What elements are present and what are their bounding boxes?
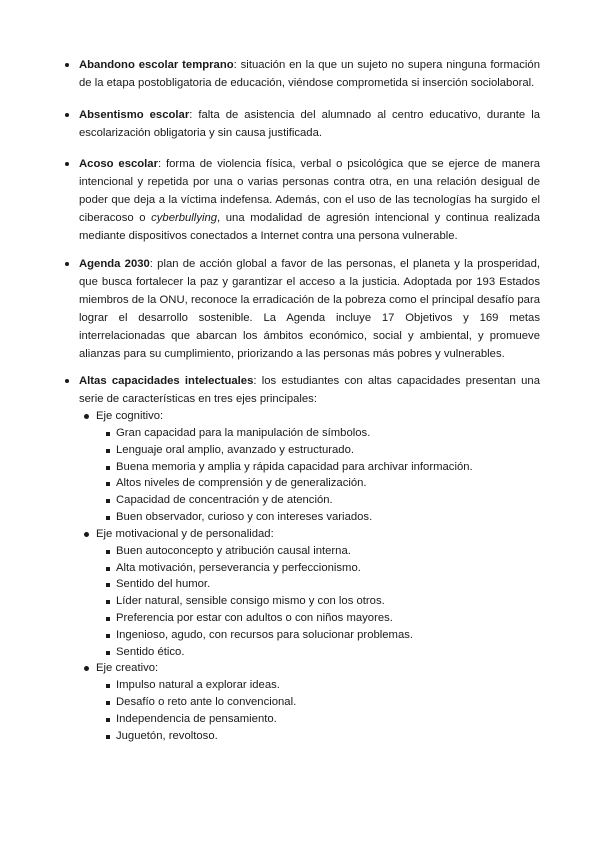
square-bullet-icon (106, 617, 110, 621)
square-bullet-icon (106, 482, 110, 486)
square-bullet-icon (106, 718, 110, 722)
square-bullet-icon (106, 600, 110, 604)
list-item: Juguetón, revoltoso. (79, 728, 540, 745)
list-item: Independencia de pensamiento. (79, 711, 540, 728)
entry-term: Altas capacidades intelectuales (79, 375, 254, 387)
entry-altas-capacidades (79, 372, 540, 745)
square-bullet-icon (106, 550, 110, 554)
bullet-icon (65, 162, 69, 166)
bullet-icon (84, 414, 89, 419)
square-bullet-icon (106, 684, 110, 688)
bullet-icon (65, 379, 69, 383)
bullet-icon (65, 63, 69, 67)
square-bullet-icon (106, 567, 110, 571)
axis-label: Eje motivacional y de personalidad: (96, 527, 274, 540)
square-bullet-icon (106, 583, 110, 587)
list-item: Líder natural, sensible consigo mismo y con los otros. (79, 593, 540, 610)
list-item: Desafío o reto ante lo convencional. (79, 694, 540, 711)
list-item: Altos niveles de comprensión y de generalización. (79, 475, 540, 492)
square-bullet-icon (106, 516, 110, 520)
axis-cognitivo (79, 408, 540, 425)
entry-definition: : situación en la que un sujeto no supera ninguna formación de la etapa postobligatoria de educación, viéndose comprometida si inserción sociolaboral. (79, 59, 540, 89)
list-item: Impulso natural a explorar ideas. (79, 677, 540, 694)
entry-definition: : plan de acción global a favor de las personas, el planeta y la prosperidad, que busca fortalecer la paz y garantizar el acceso a la justicia. Adoptada por 193 Estados miembros de la ONU, reconoce la erradicación de la pobreza como el principal desafío para lograr el desarrollo sostenible. La Agenda incluye 17 Objetivos y 169 metas interrelacionadas que abarcan los ámbitos económico, social y ambiental, y promueve alianzas para su cumplimiento, priorizando a las personas más pobres y vulnerables. (79, 258, 541, 360)
list-item: Ingenioso, agudo, con recursos para solucionar problemas. (79, 627, 540, 644)
square-bullet-icon (106, 651, 110, 655)
square-bullet-icon (106, 432, 110, 436)
entry-absentismo-escolar (79, 106, 540, 142)
bullet-icon (65, 262, 69, 266)
bullet-icon (65, 113, 69, 117)
list-item: Alta motivación, perseverancia y perfeccionismo. (79, 560, 540, 577)
entry-italic-term: cyberbullying (151, 212, 218, 224)
axis-label: Eje cognitivo: (96, 410, 164, 422)
list-item: Sentido del humor. (79, 576, 540, 593)
entry-definition: : forma de violencia física, verbal o psicológica que se ejerce de manera intencional y repetida por una o varias personas contra otra, en una relación desigual de poder que deja a la víctima indefensa. Además, con el uso de las tecnologías ha surgido el ciberacoso o (79, 158, 540, 224)
entry-term: Agenda 2030 (79, 258, 150, 270)
entry-definition: : falta de asistencia del alumnado al centro educativo, durante la escolarización obligatoria y sin causa justificada. (79, 109, 541, 139)
square-bullet-icon (106, 499, 110, 503)
entry-definition-continued: , una modalidad de agresión intencional y continua realizada mediante dispositivos conectados a Internet contra una persona vulnerable. (79, 212, 540, 242)
entry-definition: : los estudiantes con altas capacidades presentan una serie de características en tres ejes principales: (79, 375, 540, 405)
entry-term: Abandono escolar temprano (79, 59, 234, 71)
entry-term: Absentismo escolar (79, 109, 190, 121)
axis-motivacional (79, 526, 540, 543)
entry-abandono-escolar (79, 56, 540, 92)
entry-acoso-escolar (79, 155, 540, 245)
axis-label: Eje creativo: (96, 662, 159, 675)
axis-creativo (79, 660, 540, 677)
square-bullet-icon (106, 701, 110, 705)
square-bullet-icon (106, 449, 110, 453)
list-item: Preferencia por estar con adultos o con niños mayores. (79, 610, 540, 627)
axes-list (79, 408, 540, 745)
list-item: Buen autoconcepto y atribución causal interna. (79, 543, 540, 560)
entry-term: Acoso escolar (79, 158, 158, 170)
list-item: Buen observador, curioso y con intereses variados. (79, 509, 540, 526)
square-bullet-icon (106, 466, 110, 470)
list-item: Gran capacidad para la manipulación de símbolos. (79, 425, 540, 442)
list-item: Capacidad de concentración y de atención. (79, 492, 540, 509)
list-item: Buena memoria y amplia y rápida capacidad para archivar información. (79, 459, 540, 476)
list-item: Lenguaje oral amplio, avanzado y estructurado. (79, 442, 540, 459)
entry-agenda-2030 (79, 255, 540, 363)
bullet-icon (84, 666, 89, 671)
square-bullet-icon (106, 634, 110, 638)
list-item: Sentido ético. (79, 644, 540, 661)
square-bullet-icon (106, 735, 110, 739)
bullet-icon (84, 532, 89, 537)
